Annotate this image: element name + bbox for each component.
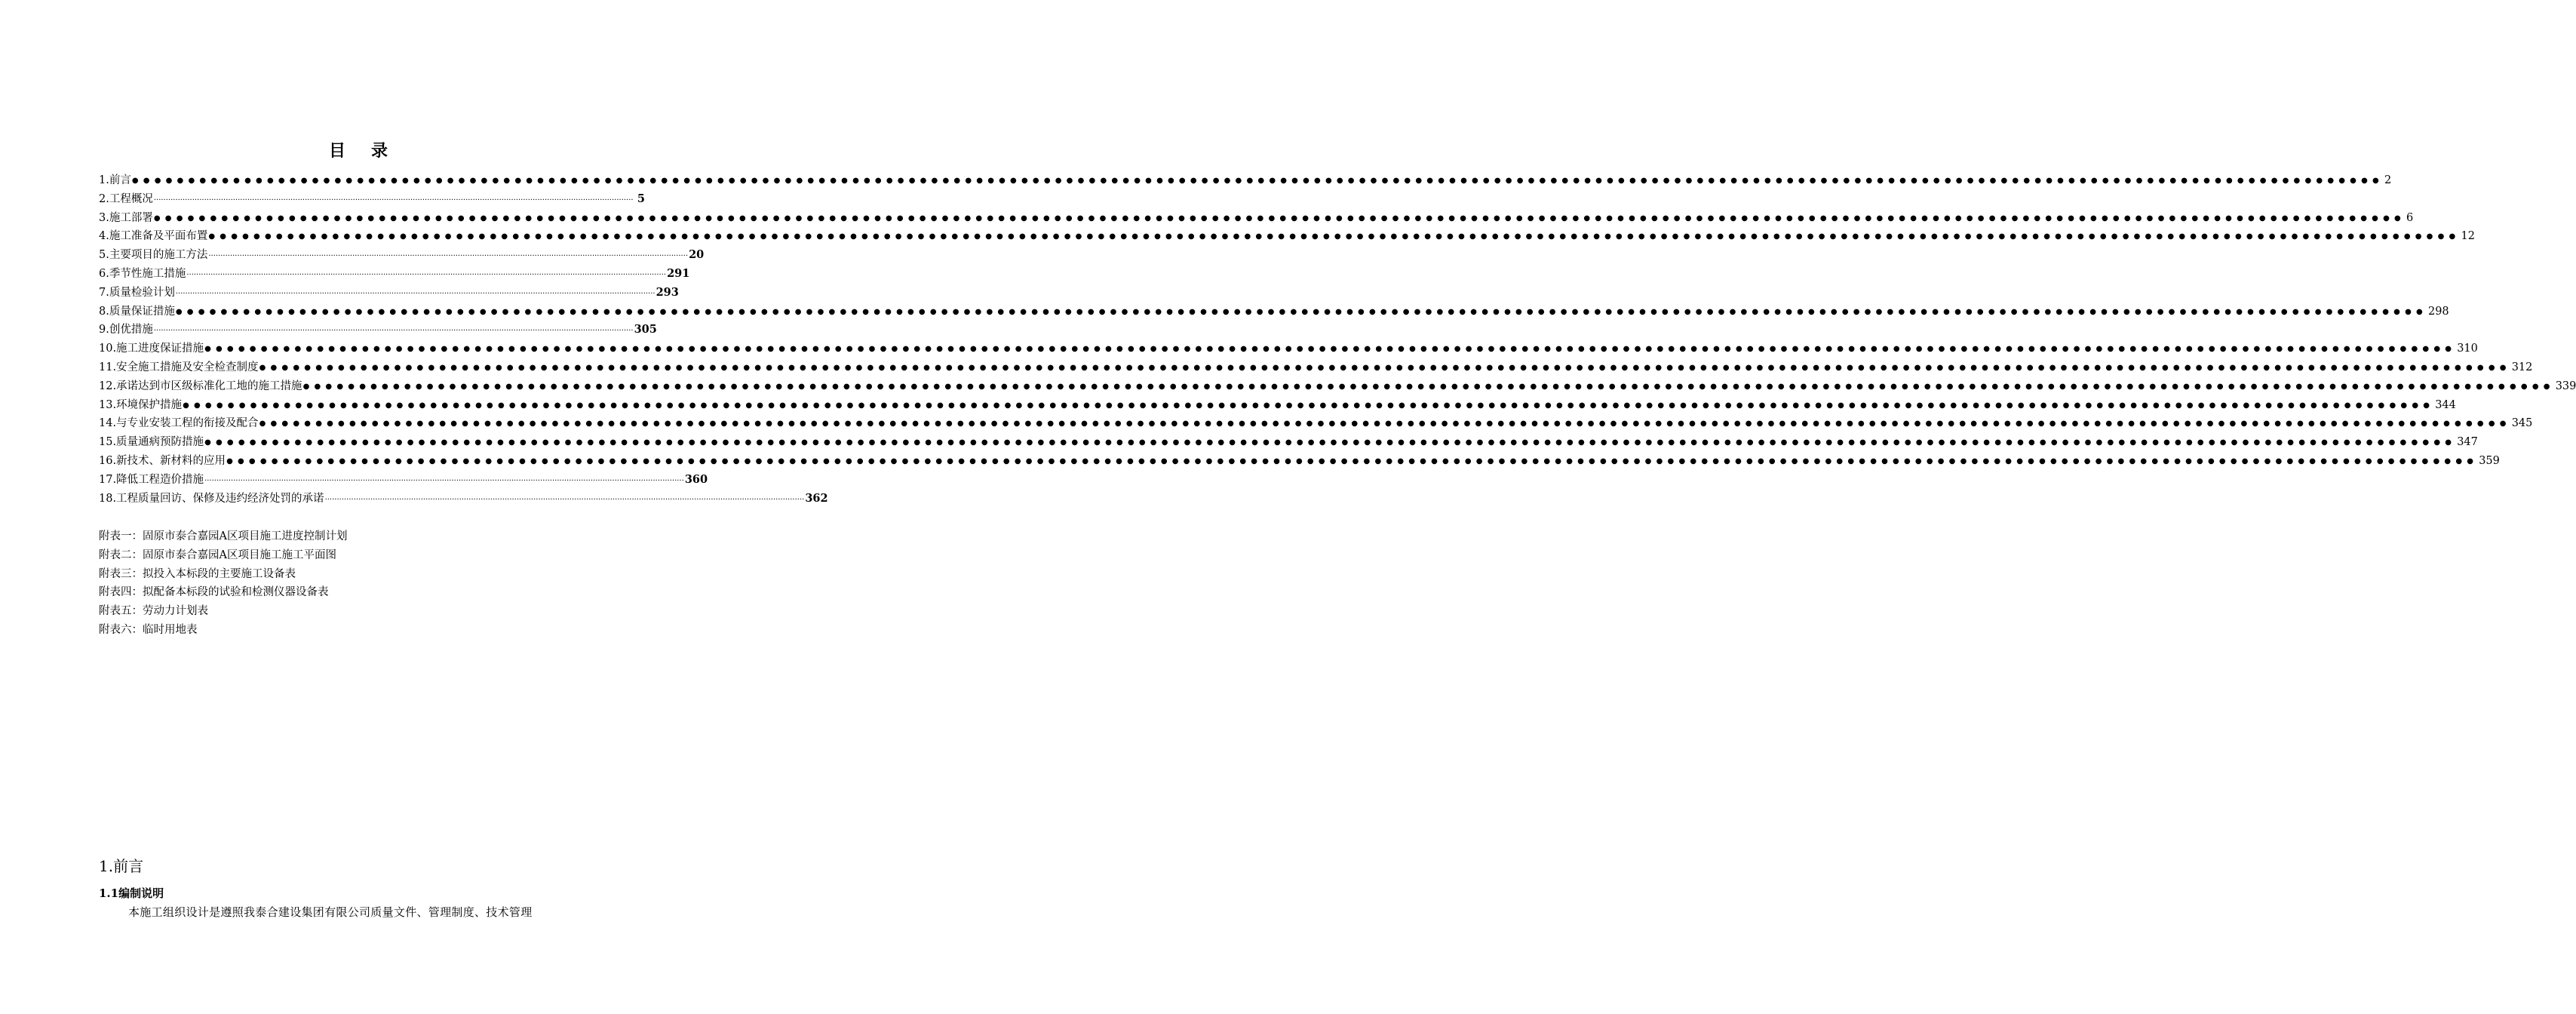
toc-title: 目录 [328, 141, 413, 161]
toc-entry-page: 312 [2511, 361, 2533, 373]
toc-entry-page: 362 [805, 491, 828, 505]
toc-dot-leader: ●●●●●●●●●●●●●●●●●●●●●●●●●●●●●●●●●●●●●●●●●●●●●●●●●●●●●●●●●●●●●●●●●●●●●●●●●●●●●●●●●●●●●●●●●●●●●●●●●●●●●●●●●●●●●●●●●●●●●●●●●●●●●●●●●●●●●●●●●●●●●●●●●●●●●●●●●●●●●●●●●●●●●●●●●●●●●●●●●●●●●●●●●●●●●●●●●●●●●●●● [183, 401, 2435, 410]
toc-dot-leader: ●●●●●●●●●●●●●●●●●●●●●●●●●●●●●●●●●●●●●●●●●●●●●●●●●●●●●●●●●●●●●●●●●●●●●●●●●●●●●●●●●●●●●●●●●●●●●●●●●●●●●●●●●●●●●●●●●●●●●●●●●●●●●●●●●●●●●●●●●●●●●●●●●●●●●●●●●●●●●●●●●●●●●●●●●●●●●●●●●●●●●●●●●●●●●●●●●●●●●●●● [204, 345, 2457, 354]
annex-item: 附表三：拟投入本标段的主要施工设备表 [99, 567, 296, 580]
toc-entry-page: 298 [2427, 305, 2449, 318]
toc-dot-leader: ●●●●●●●●●●●●●●●●●●●●●●●●●●●●●●●●●●●●●●●●●●●●●●●●●●●●●●●●●●●●●●●●●●●●●●●●●●●●●●●●●●●●●●●●●●●●●●●●●●●●●●●●●●●●●●●●●●●●●●●●●●●●●●●●●●●●●●●●●●●●●●●●●●●●●●●●●●●●●●●●●●●●●●●●●●●●●●●●●●●●●●●●●●●●●●●●●●●●●●●● [204, 438, 2457, 447]
toc-entry[interactable] [99, 227, 2475, 246]
toc-dot-leader: ········································································································································································································ [175, 289, 656, 298]
toc-dot-leader: ········································································································································································································ [186, 270, 667, 279]
toc-entry[interactable] [99, 452, 2500, 471]
annex-list [99, 527, 347, 640]
toc-entry-label: 7.质量检验计划 [99, 286, 175, 299]
toc-dot-leader: ●●●●●●●●●●●●●●●●●●●●●●●●●●●●●●●●●●●●●●●●●●●●●●●●●●●●●●●●●●●●●●●●●●●●●●●●●●●●●●●●●●●●●●●●●●●●●●●●●●●●●●●●●●●●●●●●●●●●●●●●●●●●●●●●●●●●●●●●●●●●●●●●●●●●●●●●●●●●●●●●●●●●●●●●●●●●●●●●●●●●●●●●●●●●●●●●●●●●●●●● [153, 214, 2406, 223]
toc-dot-leader: ········································································································································································································ [204, 476, 684, 485]
toc-entry-page: 305 [634, 323, 657, 336]
toc-entry[interactable] [99, 433, 2478, 452]
toc-dot-leader: ●●●●●●●●●●●●●●●●●●●●●●●●●●●●●●●●●●●●●●●●●●●●●●●●●●●●●●●●●●●●●●●●●●●●●●●●●●●●●●●●●●●●●●●●●●●●●●●●●●●●●●●●●●●●●●●●●●●●●●●●●●●●●●●●●●●●●●●●●●●●●●●●●●●●●●●●●●●●●●●●●●●●●●●●●●●●●●●●●●●●●●●●●●●●●●●●●●●●●●●● [226, 456, 2479, 466]
annex-item: 附表四：拟配备本标段的试验和检测仪器设备表 [99, 586, 329, 599]
toc-entry[interactable] [99, 377, 2576, 396]
toc-dot-leader: ········································································································································································································ [208, 252, 689, 261]
toc-entry-page: 359 [2479, 454, 2500, 467]
annex-item: 附表二：固原市泰合嘉园A区项目施工施工平面图 [99, 548, 336, 561]
toc-dot-leader: ········································································································································································································ [153, 327, 634, 336]
toc-entry[interactable] [99, 490, 828, 509]
toc-entry-page: 5 [637, 192, 645, 205]
toc-entry[interactable] [99, 340, 2478, 358]
toc-entry-label: 1.前言 [99, 174, 131, 186]
toc-entry-label: 13.环境保护措施 [99, 398, 183, 411]
toc-entry-label: 4.施工准备及平面布置 [99, 230, 208, 243]
toc-entry-page: 293 [656, 285, 679, 299]
toc-entry-page: 291 [667, 266, 690, 280]
toc-entry-label: 11.安全施工措施及安全检查制度 [99, 361, 259, 373]
toc-entry-label: 10.施工进度保证措施 [99, 343, 204, 355]
toc-dot-leader: ········································································································································································································ [153, 195, 634, 204]
toc-entry[interactable] [99, 190, 645, 209]
toc-entry[interactable] [99, 246, 705, 265]
subsection-heading: 1.1编制说明 [99, 886, 164, 900]
annex-item: 附表一：固原市泰合嘉园A区项目施工进度控制计划 [99, 530, 348, 542]
toc-entry[interactable] [99, 171, 2392, 190]
section-heading: 1.前言 [99, 857, 144, 875]
body-paragraph: 本施工组织设计是遵照我泰合建设集团有限公司质量文件、管理制度、技术管理 [128, 905, 533, 919]
toc-entry-label: 18.工程质量回访、保修及违约经济处罚的承诺 [99, 492, 324, 505]
toc-entry-page: 6 [2406, 211, 2414, 224]
toc-entry[interactable] [99, 471, 708, 490]
toc-dot-leader: ●●●●●●●●●●●●●●●●●●●●●●●●●●●●●●●●●●●●●●●●●●●●●●●●●●●●●●●●●●●●●●●●●●●●●●●●●●●●●●●●●●●●●●●●●●●●●●●●●●●●●●●●●●●●●●●●●●●●●●●●●●●●●●●●●●●●●●●●●●●●●●●●●●●●●●●●●●●●●●●●●●●●●●●●●●●●●●●●●●●●●●●●●●●●●●●●●●●●●●●● [302, 382, 2555, 391]
toc-entry-label: 12.承诺达到市区级标准化工地的施工措施 [99, 379, 302, 392]
toc-dot-leader: ●●●●●●●●●●●●●●●●●●●●●●●●●●●●●●●●●●●●●●●●●●●●●●●●●●●●●●●●●●●●●●●●●●●●●●●●●●●●●●●●●●●●●●●●●●●●●●●●●●●●●●●●●●●●●●●●●●●●●●●●●●●●●●●●●●●●●●●●●●●●●●●●●●●●●●●●●●●●●●●●●●●●●●●●●●●●●●●●●●●●●●●●●●●●●●●●●●●●●●●● [259, 419, 2511, 429]
toc-entry-label: 16.新技术、新材料的应用 [99, 454, 226, 467]
toc-dot-leader: ●●●●●●●●●●●●●●●●●●●●●●●●●●●●●●●●●●●●●●●●●●●●●●●●●●●●●●●●●●●●●●●●●●●●●●●●●●●●●●●●●●●●●●●●●●●●●●●●●●●●●●●●●●●●●●●●●●●●●●●●●●●●●●●●●●●●●●●●●●●●●●●●●●●●●●●●●●●●●●●●●●●●●●●●●●●●●●●●●●●●●●●●●●●●●●●●●●●●●●●● [131, 177, 2384, 185]
toc-entry[interactable] [99, 303, 2449, 321]
toc-entry[interactable] [99, 209, 2414, 228]
toc-entry[interactable] [99, 396, 2456, 415]
table-of-contents [99, 171, 2576, 508]
toc-entry[interactable] [99, 358, 2533, 377]
toc-entry-label: 2.工程概况 [99, 192, 153, 205]
toc-entry-label: 6.季节性施工措施 [99, 267, 186, 280]
toc-entry-page: 20 [689, 248, 705, 262]
toc-entry-label: 14.与专业安装工程的衔接及配合 [99, 417, 259, 430]
toc-entry-label: 17.降低工程造价措施 [99, 473, 204, 486]
toc-dot-leader: ●●●●●●●●●●●●●●●●●●●●●●●●●●●●●●●●●●●●●●●●●●●●●●●●●●●●●●●●●●●●●●●●●●●●●●●●●●●●●●●●●●●●●●●●●●●●●●●●●●●●●●●●●●●●●●●●●●●●●●●●●●●●●●●●●●●●●●●●●●●●●●●●●●●●●●●●●●●●●●●●●●●●●●●●●●●●●●●●●●●●●●●●●●●●●●●●●●●●●●●● [259, 363, 2511, 372]
toc-entry[interactable] [99, 265, 690, 284]
toc-entry-label: 3.施工部署 [99, 211, 153, 224]
toc-entry-page: 2 [2384, 174, 2392, 186]
toc-entry-label: 15.质量通病预防措施 [99, 436, 204, 449]
toc-entry[interactable] [99, 321, 657, 340]
toc-entry-page: 310 [2457, 343, 2478, 355]
toc-entry-page: 345 [2511, 417, 2533, 430]
toc-entry[interactable] [99, 414, 2533, 433]
toc-entry-label: 9.创优措施 [99, 324, 153, 336]
toc-entry[interactable] [99, 284, 679, 303]
toc-entry-page: 347 [2457, 436, 2478, 449]
toc-dot-leader: ●●●●●●●●●●●●●●●●●●●●●●●●●●●●●●●●●●●●●●●●●●●●●●●●●●●●●●●●●●●●●●●●●●●●●●●●●●●●●●●●●●●●●●●●●●●●●●●●●●●●●●●●●●●●●●●●●●●●●●●●●●●●●●●●●●●●●●●●●●●●●●●●●●●●●●●●●●●●●●●●●●●●●●●●●●●●●●●●●●●●●●●●●●●●●●●●●●●●●●●● [175, 307, 2427, 316]
toc-entry-page: 344 [2435, 398, 2456, 411]
toc-dot-leader: ········································································································································································································ [324, 495, 805, 504]
toc-entry-page: 12 [2461, 230, 2475, 243]
annex-item: 附表六：临时用地表 [99, 623, 198, 636]
toc-entry-page: 339 [2555, 379, 2576, 392]
annex-item: 附表五：劳动力计划表 [99, 605, 208, 618]
toc-dot-leader: ●●●●●●●●●●●●●●●●●●●●●●●●●●●●●●●●●●●●●●●●●●●●●●●●●●●●●●●●●●●●●●●●●●●●●●●●●●●●●●●●●●●●●●●●●●●●●●●●●●●●●●●●●●●●●●●●●●●●●●●●●●●●●●●●●●●●●●●●●●●●●●●●●●●●●●●●●●●●●●●●●●●●●●●●●●●●●●●●●●●●●●●●●●●●●●●●●●●●●●●● [208, 232, 2461, 241]
toc-entry-label: 5.主要项目的施工方法 [99, 249, 208, 262]
toc-entry-page: 360 [684, 472, 708, 486]
toc-entry-label: 8.质量保证措施 [99, 305, 175, 318]
